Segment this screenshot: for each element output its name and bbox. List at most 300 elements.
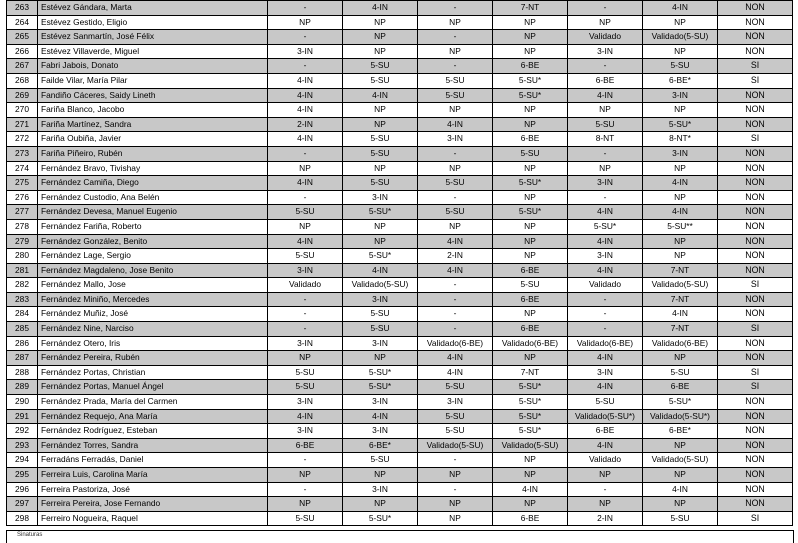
grade-cell-1: NP: [268, 497, 343, 512]
row-number: 287: [7, 351, 38, 366]
signatures-footer: [6, 530, 794, 543]
grade-cell-4: NP: [493, 351, 568, 366]
grade-cell-2: 5-SU: [343, 146, 418, 161]
student-name: Fernández Custodio, Ana Belén: [38, 190, 268, 205]
row-number: 298: [7, 511, 38, 526]
grade-cell-6: NP: [643, 103, 718, 118]
grade-cell-5: -: [568, 307, 643, 322]
row-number: 280: [7, 249, 38, 264]
grade-cell-2: 3-IN: [343, 395, 418, 410]
student-name: Fernández Fariña, Roberto: [38, 219, 268, 234]
table-row: [7, 88, 793, 103]
grade-cell-6: NP: [643, 497, 718, 512]
table-row: [7, 497, 793, 512]
row-number: 290: [7, 395, 38, 410]
result-cell: SI: [718, 278, 793, 293]
result-cell: NON: [718, 249, 793, 264]
grade-cell-3: -: [418, 322, 493, 337]
grade-cell-5: 3-IN: [568, 176, 643, 191]
table-row: [7, 132, 793, 147]
grade-cell-3: -: [418, 307, 493, 322]
grade-cell-3: 3-IN: [418, 395, 493, 410]
grade-cell-6: Validado(5-SU): [643, 453, 718, 468]
table-row: [7, 511, 793, 526]
student-name: Fernández Portas, Christian: [38, 365, 268, 380]
grade-cell-3: -: [418, 453, 493, 468]
grade-cell-3: -: [418, 482, 493, 497]
result-cell: NON: [718, 176, 793, 191]
grade-cell-3: 4-IN: [418, 351, 493, 366]
table-row: [7, 1, 793, 16]
result-cell: NON: [718, 453, 793, 468]
result-cell: NON: [718, 395, 793, 410]
result-cell: NON: [718, 468, 793, 483]
grade-cell-4: 5-SU*: [493, 395, 568, 410]
grade-cell-1: 2-IN: [268, 117, 343, 132]
table-row: [7, 190, 793, 205]
grade-cell-6: 7-NT: [643, 292, 718, 307]
grade-cell-1: NP: [268, 351, 343, 366]
grade-cell-6: 5-SU: [643, 59, 718, 74]
table-row: [7, 263, 793, 278]
row-number: 269: [7, 88, 38, 103]
table-row: [7, 351, 793, 366]
row-number: 275: [7, 176, 38, 191]
row-number: 293: [7, 438, 38, 453]
grade-cell-3: -: [418, 1, 493, 16]
row-number: 276: [7, 190, 38, 205]
table-row: [7, 103, 793, 118]
grade-cell-2: NP: [343, 30, 418, 45]
table-row: [7, 322, 793, 337]
grade-cell-4: NP: [493, 234, 568, 249]
grade-cell-4: 6-BE: [493, 132, 568, 147]
grade-cell-6: 5-SU: [643, 365, 718, 380]
grade-cell-6: 4-IN: [643, 176, 718, 191]
grade-cell-5: -: [568, 190, 643, 205]
grade-cell-1: NP: [268, 468, 343, 483]
grade-cell-6: NP: [643, 249, 718, 264]
grade-cell-4: NP: [493, 249, 568, 264]
student-name: Ferreira Luis, Carolina María: [38, 468, 268, 483]
row-number: 273: [7, 146, 38, 161]
grade-cell-6: 4-IN: [643, 1, 718, 16]
grade-cell-6: 7-NT: [643, 263, 718, 278]
student-name: Fernández Muñiz, José: [38, 307, 268, 322]
table-row: [7, 161, 793, 176]
grade-cell-6: Validado(5-SU*): [643, 409, 718, 424]
grades-sheet: [6, 0, 792, 526]
grade-cell-3: 4-IN: [418, 234, 493, 249]
grade-cell-2: 5-SU: [343, 59, 418, 74]
grade-cell-5: 3-IN: [568, 365, 643, 380]
grade-cell-6: 5-SU**: [643, 219, 718, 234]
table-row: [7, 117, 793, 132]
grade-cell-6: Validado(6-BE): [643, 336, 718, 351]
result-cell: NON: [718, 438, 793, 453]
grade-cell-5: Validado: [568, 30, 643, 45]
result-cell: SI: [718, 511, 793, 526]
table-row: [7, 438, 793, 453]
grade-cell-4: Validado(5-SU): [493, 438, 568, 453]
student-name: Fernández Requejo, Ana María: [38, 409, 268, 424]
grade-cell-5: NP: [568, 15, 643, 30]
row-number: 271: [7, 117, 38, 132]
grade-cell-3: 2-IN: [418, 249, 493, 264]
result-cell: SI: [718, 380, 793, 395]
grade-cell-2: NP: [343, 219, 418, 234]
grade-cell-1: 3-IN: [268, 336, 343, 351]
student-name: Estévez Villaverde, Miguel: [38, 44, 268, 59]
grade-cell-3: Validado(5-SU): [418, 438, 493, 453]
grade-cell-1: 5-SU: [268, 205, 343, 220]
student-name: Fernández Devesa, Manuel Eugenio: [38, 205, 268, 220]
table-row: [7, 424, 793, 439]
grade-cell-2: 5-SU: [343, 322, 418, 337]
grade-cell-3: -: [418, 59, 493, 74]
grade-cell-3: 5-SU: [418, 73, 493, 88]
grade-cell-2: 3-IN: [343, 424, 418, 439]
grade-cell-1: 4-IN: [268, 409, 343, 424]
grade-cell-4: NP: [493, 103, 568, 118]
row-number: 270: [7, 103, 38, 118]
grade-cell-1: 3-IN: [268, 263, 343, 278]
grade-cell-2: 5-SU: [343, 73, 418, 88]
result-cell: NON: [718, 307, 793, 322]
student-name: Fernández González, Benito: [38, 234, 268, 249]
grade-cell-3: NP: [418, 497, 493, 512]
grade-cell-6: NP: [643, 15, 718, 30]
result-cell: NON: [718, 219, 793, 234]
grade-cell-2: 5-SU*: [343, 205, 418, 220]
grade-cell-1: 6-BE: [268, 438, 343, 453]
grade-cell-2: 5-SU*: [343, 511, 418, 526]
grade-cell-5: 4-IN: [568, 88, 643, 103]
grade-cell-1: -: [268, 30, 343, 45]
grade-cell-2: Validado(5-SU): [343, 278, 418, 293]
grade-cell-2: 5-SU*: [343, 249, 418, 264]
table-row: [7, 409, 793, 424]
table-row: [7, 15, 793, 30]
grade-cell-6: NP: [643, 190, 718, 205]
student-name: Fernández Miniño, Mercedes: [38, 292, 268, 307]
grade-cell-5: -: [568, 482, 643, 497]
table-row: [7, 453, 793, 468]
student-name: Ferreira Pastoriza, José: [38, 482, 268, 497]
grade-cell-4: 5-SU: [493, 278, 568, 293]
grade-cell-5: Validado(6-BE): [568, 336, 643, 351]
grade-cell-1: -: [268, 190, 343, 205]
row-number: 278: [7, 219, 38, 234]
grade-cell-4: 5-SU*: [493, 380, 568, 395]
grade-cell-4: NP: [493, 307, 568, 322]
row-number: 291: [7, 409, 38, 424]
grade-cell-4: 5-SU: [493, 146, 568, 161]
grade-cell-1: -: [268, 59, 343, 74]
grade-cell-5: 3-IN: [568, 44, 643, 59]
grade-cell-2: NP: [343, 234, 418, 249]
grade-cell-3: NP: [418, 44, 493, 59]
grade-cell-3: 3-IN: [418, 132, 493, 147]
grade-cell-1: 4-IN: [268, 88, 343, 103]
grade-cell-5: 4-IN: [568, 438, 643, 453]
grade-cell-4: 5-SU*: [493, 176, 568, 191]
row-number: 285: [7, 322, 38, 337]
grade-cell-5: 6-BE: [568, 424, 643, 439]
result-cell: NON: [718, 44, 793, 59]
grade-cell-6: NP: [643, 161, 718, 176]
row-number: 281: [7, 263, 38, 278]
student-name: Fernández Mallo, Jose: [38, 278, 268, 293]
grade-cell-5: NP: [568, 497, 643, 512]
grade-cell-1: 3-IN: [268, 395, 343, 410]
grade-cell-3: 4-IN: [418, 117, 493, 132]
grade-cell-5: 2-IN: [568, 511, 643, 526]
grade-cell-6: 5-SU*: [643, 117, 718, 132]
grade-cell-4: NP: [493, 453, 568, 468]
grade-cell-2: NP: [343, 15, 418, 30]
grade-cell-2: 5-SU*: [343, 365, 418, 380]
student-name: Fernández Nine, Narciso: [38, 322, 268, 337]
grade-cell-4: NP: [493, 468, 568, 483]
grade-cell-2: 4-IN: [343, 88, 418, 103]
result-cell: NON: [718, 424, 793, 439]
student-name: Fernández Rodríguez, Esteban: [38, 424, 268, 439]
student-name: Ferreiro Nogueira, Raquel: [38, 511, 268, 526]
grade-cell-6: 8-NT*: [643, 132, 718, 147]
grade-cell-6: NP: [643, 234, 718, 249]
result-cell: NON: [718, 234, 793, 249]
result-cell: NON: [718, 88, 793, 103]
row-number: 294: [7, 453, 38, 468]
grade-cell-5: NP: [568, 468, 643, 483]
grade-cell-2: 5-SU: [343, 307, 418, 322]
table-row: [7, 205, 793, 220]
result-cell: SI: [718, 365, 793, 380]
grade-cell-6: 4-IN: [643, 307, 718, 322]
grade-cell-3: NP: [418, 219, 493, 234]
student-name: Fernández Camiña, Diego: [38, 176, 268, 191]
grade-cell-3: NP: [418, 511, 493, 526]
result-cell: NON: [718, 482, 793, 497]
signatures-label: Sinaturas: [17, 532, 43, 538]
grade-cell-3: NP: [418, 15, 493, 30]
grade-cell-3: 5-SU: [418, 424, 493, 439]
grade-cell-4: NP: [493, 190, 568, 205]
row-number: 266: [7, 44, 38, 59]
student-name: Fariña Blanco, Jacobo: [38, 103, 268, 118]
grade-cell-4: 5-SU*: [493, 409, 568, 424]
grade-cell-6: 3-IN: [643, 88, 718, 103]
grade-cell-5: 4-IN: [568, 380, 643, 395]
grade-cell-5: 5-SU: [568, 395, 643, 410]
grade-cell-1: 4-IN: [268, 103, 343, 118]
result-cell: NON: [718, 15, 793, 30]
grade-cell-5: 4-IN: [568, 351, 643, 366]
grade-cell-6: 7-NT: [643, 322, 718, 337]
grade-cell-5: Validado: [568, 278, 643, 293]
row-number: 274: [7, 161, 38, 176]
grade-cell-1: Validado: [268, 278, 343, 293]
grade-cell-3: -: [418, 190, 493, 205]
grade-cell-2: 3-IN: [343, 190, 418, 205]
grade-cell-4: NP: [493, 117, 568, 132]
grade-cell-2: NP: [343, 161, 418, 176]
grade-cell-3: NP: [418, 468, 493, 483]
grade-cell-6: NP: [643, 438, 718, 453]
grade-cell-4: NP: [493, 497, 568, 512]
grade-cell-4: 5-SU*: [493, 88, 568, 103]
table-row: [7, 468, 793, 483]
grade-cell-1: -: [268, 292, 343, 307]
row-number: 279: [7, 234, 38, 249]
student-name: Fernández Bravo, Tivishay: [38, 161, 268, 176]
grade-cell-3: -: [418, 292, 493, 307]
grade-cell-4: 6-BE: [493, 322, 568, 337]
result-cell: NON: [718, 292, 793, 307]
student-name: Fernández Portas, Manuel Ángel: [38, 380, 268, 395]
student-name: Ferradáns Ferradás, Daniel: [38, 453, 268, 468]
grade-cell-5: 6-BE: [568, 73, 643, 88]
student-name: Ferreira Pereira, Jose Fernando: [38, 497, 268, 512]
grade-cell-4: 7-NT: [493, 1, 568, 16]
grade-cell-6: 6-BE*: [643, 424, 718, 439]
grade-cell-5: 3-IN: [568, 249, 643, 264]
row-number: 284: [7, 307, 38, 322]
result-cell: NON: [718, 409, 793, 424]
grade-cell-4: 4-IN: [493, 482, 568, 497]
grade-cell-1: -: [268, 322, 343, 337]
student-name: Fernández Magdaleno, Jose Benito: [38, 263, 268, 278]
grade-cell-4: NP: [493, 15, 568, 30]
table-row: [7, 219, 793, 234]
grade-cell-5: NP: [568, 103, 643, 118]
grade-cell-1: 4-IN: [268, 132, 343, 147]
grade-cell-1: -: [268, 1, 343, 16]
grade-cell-2: 3-IN: [343, 482, 418, 497]
student-name: Fariña Oubiña, Javier: [38, 132, 268, 147]
grade-cell-5: -: [568, 1, 643, 16]
grade-cell-4: 7-NT: [493, 365, 568, 380]
grade-cell-4: 6-BE: [493, 292, 568, 307]
row-number: 272: [7, 132, 38, 147]
grade-cell-1: -: [268, 453, 343, 468]
grade-cell-2: 3-IN: [343, 292, 418, 307]
table-row: [7, 292, 793, 307]
row-number: 288: [7, 365, 38, 380]
grade-cell-1: 4-IN: [268, 176, 343, 191]
grades-table: [6, 0, 793, 526]
result-cell: NON: [718, 103, 793, 118]
row-number: 297: [7, 497, 38, 512]
grade-cell-4: NP: [493, 44, 568, 59]
grade-cell-5: 8-NT: [568, 132, 643, 147]
table-row: [7, 176, 793, 191]
row-number: 265: [7, 30, 38, 45]
row-number: 289: [7, 380, 38, 395]
result-cell: NON: [718, 1, 793, 16]
row-number: 264: [7, 15, 38, 30]
grade-cell-2: NP: [343, 497, 418, 512]
table-row: [7, 146, 793, 161]
row-number: 295: [7, 468, 38, 483]
grade-cell-3: -: [418, 278, 493, 293]
grade-cell-5: NP: [568, 161, 643, 176]
grade-cell-3: 5-SU: [418, 88, 493, 103]
grade-cell-2: 5-SU: [343, 132, 418, 147]
table-row: [7, 365, 793, 380]
grade-cell-4: NP: [493, 161, 568, 176]
grade-cell-2: 5-SU: [343, 453, 418, 468]
grade-cell-5: -: [568, 59, 643, 74]
student-name: Fernández Otero, Iris: [38, 336, 268, 351]
student-name: Failde Vilar, María Pilar: [38, 73, 268, 88]
grade-cell-2: 5-SU: [343, 176, 418, 191]
grade-cell-2: NP: [343, 468, 418, 483]
grade-cell-5: 4-IN: [568, 234, 643, 249]
grade-cell-3: 5-SU: [418, 176, 493, 191]
table-row: [7, 59, 793, 74]
student-name: Fernández Lage, Sergio: [38, 249, 268, 264]
grade-cell-4: 6-BE: [493, 59, 568, 74]
result-cell: NON: [718, 263, 793, 278]
result-cell: NON: [718, 190, 793, 205]
table-row: [7, 380, 793, 395]
row-number: 268: [7, 73, 38, 88]
table-row: [7, 482, 793, 497]
grade-cell-1: 4-IN: [268, 73, 343, 88]
student-name: Fernández Pereira, Rubén: [38, 351, 268, 366]
grade-cell-3: 5-SU: [418, 380, 493, 395]
grade-cell-1: -: [268, 307, 343, 322]
grade-cell-1: NP: [268, 161, 343, 176]
grade-cell-5: Validado(5-SU*): [568, 409, 643, 424]
grade-cell-3: Validado(6-BE): [418, 336, 493, 351]
grade-cell-3: NP: [418, 161, 493, 176]
grade-cell-4: 5-SU*: [493, 424, 568, 439]
grade-cell-5: 5-SU: [568, 117, 643, 132]
grade-cell-6: 5-SU*: [643, 395, 718, 410]
table-row: [7, 395, 793, 410]
grade-cell-1: 3-IN: [268, 44, 343, 59]
table-row: [7, 44, 793, 59]
grade-cell-3: 4-IN: [418, 263, 493, 278]
student-name: Fariña Martínez, Sandra: [38, 117, 268, 132]
student-name: Fariña Piñeiro, Rubén: [38, 146, 268, 161]
grade-cell-1: 5-SU: [268, 380, 343, 395]
grades-table-body: [7, 1, 793, 526]
table-row: [7, 249, 793, 264]
grade-cell-1: 5-SU: [268, 249, 343, 264]
row-number: 292: [7, 424, 38, 439]
result-cell: NON: [718, 351, 793, 366]
student-name: Estévez Sanmartín, José Félix: [38, 30, 268, 45]
result-cell: NON: [718, 30, 793, 45]
grade-cell-2: 3-IN: [343, 336, 418, 351]
result-cell: NON: [718, 117, 793, 132]
grade-cell-2: NP: [343, 117, 418, 132]
grade-cell-2: 4-IN: [343, 409, 418, 424]
row-number: 282: [7, 278, 38, 293]
grade-cell-3: -: [418, 146, 493, 161]
result-cell: NON: [718, 336, 793, 351]
table-row: [7, 73, 793, 88]
row-number: 286: [7, 336, 38, 351]
row-number: 283: [7, 292, 38, 307]
grade-cell-6: Validado(5-SU): [643, 278, 718, 293]
student-name: Fandiño Cáceres, Saidy Lineth: [38, 88, 268, 103]
grade-cell-1: NP: [268, 219, 343, 234]
